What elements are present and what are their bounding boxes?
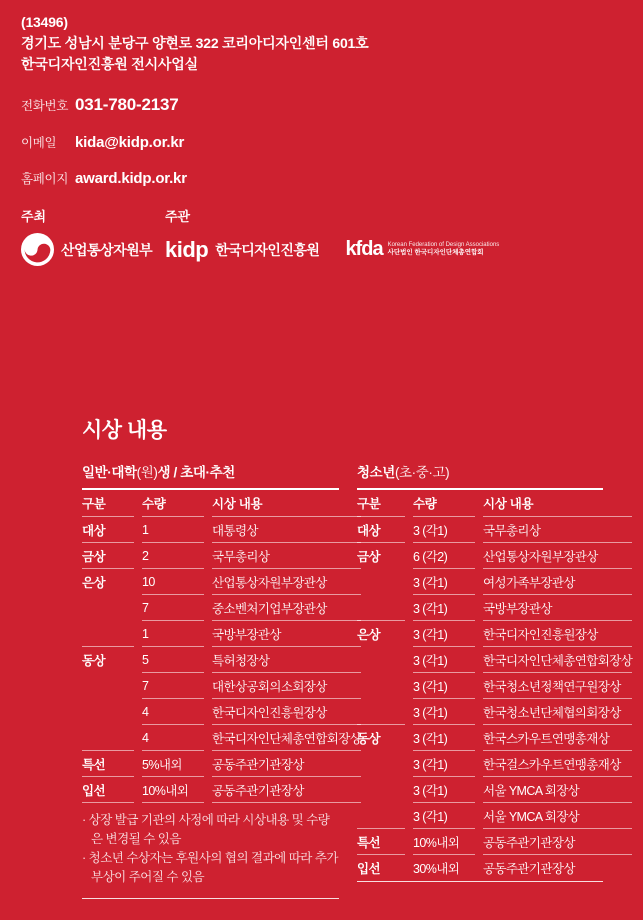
grade-cell: 대상 <box>357 517 405 543</box>
award-cell: 한국청소년단체협의회장상 <box>483 699 632 725</box>
phone-value: 031-780-2137 <box>75 95 179 114</box>
table-title-part: 청소년 <box>357 465 395 480</box>
phone-row <box>21 95 368 115</box>
postal-code: (13496) <box>21 14 68 30</box>
award-cell: 산업통상자원부장관상 <box>483 543 632 569</box>
table-title-youth <box>357 461 603 481</box>
qty-cell: 1 <box>142 621 204 647</box>
qty-cell: 3 (각1) <box>413 569 475 595</box>
phone-label: 전화번호 <box>21 99 69 113</box>
qty-cell: 3 (각1) <box>413 517 475 543</box>
grade-cell <box>82 673 134 699</box>
email-label: 이메일 <box>21 136 57 150</box>
award-cell: 특허청장상 <box>212 647 361 673</box>
qty-cell: 7 <box>142 595 204 621</box>
grade-cell <box>357 647 405 673</box>
awards-section-title: 시상 내용 <box>82 419 167 442</box>
column-header: 시상 내용 <box>212 490 361 517</box>
column-header: 수량 <box>142 490 204 517</box>
host-label: 주최 <box>21 209 47 224</box>
website-row <box>21 169 368 187</box>
qty-cell: 3 (각1) <box>413 595 475 621</box>
award-cell: 국방부장관상 <box>483 595 632 621</box>
website-value: award.kidp.or.kr <box>75 170 187 187</box>
table-body <box>82 488 362 899</box>
grade-cell <box>357 595 405 621</box>
kfda-logo: kfda <box>345 238 383 260</box>
column-header: 시상 내용 <box>483 490 632 517</box>
table-footnotes <box>82 803 339 898</box>
grade-cell <box>82 699 134 725</box>
awards-grid <box>357 490 633 881</box>
award-cell: 공동주관기관장상 <box>483 829 632 855</box>
grade-cell <box>82 725 134 751</box>
award-cell: 산업통상자원부장관상 <box>212 569 361 595</box>
qty-cell: 3 (각1) <box>413 699 475 725</box>
grade-cell: 은상 <box>357 628 380 642</box>
footnote: · 상장 발급 기관의 사정에 따라 시상내용 및 수량은 변경될 수 있음 <box>82 813 330 846</box>
host-organization <box>21 206 165 266</box>
awards-grid <box>82 490 362 803</box>
awards-table-general <box>82 461 362 899</box>
co-organizer-organization <box>165 206 499 266</box>
qty-cell: 6 (각2) <box>413 543 475 569</box>
co-organizer-logo-row <box>165 233 499 266</box>
grade-cell: 입선 <box>357 862 380 876</box>
award-cell: 한국디자인단체총연합회장상 <box>483 647 632 673</box>
qty-cell: 10%내외 <box>413 829 475 855</box>
contact-block <box>21 12 368 187</box>
award-cell: 한국디자인단체총연합회장상 <box>212 725 361 751</box>
column-header: 구분 <box>82 490 134 517</box>
host-org-name: 산업통상자원부 <box>61 241 153 258</box>
table-title-part: 생 / 초대·추천 <box>157 465 235 480</box>
qty-cell: 7 <box>142 673 204 699</box>
award-cell: 서울 YMCA 회장상 <box>483 803 632 829</box>
organizers-block <box>21 206 499 266</box>
award-cell: 국무총리상 <box>212 543 361 569</box>
grade-cell <box>82 621 134 647</box>
grade-cell <box>357 751 405 777</box>
taegeuk-emblem-icon <box>21 233 54 266</box>
qty-cell: 5 <box>142 647 204 673</box>
award-cell: 대한상공회의소회장상 <box>212 673 361 699</box>
award-cell: 여성가족부장관상 <box>483 569 632 595</box>
table-body <box>357 488 633 882</box>
award-cell: 공동주관기관장상 <box>483 862 575 876</box>
qty-cell: 3 (각1) <box>413 647 475 673</box>
qty-cell: 3 (각1) <box>413 777 475 803</box>
host-logo-row <box>21 233 165 266</box>
grade-cell: 은상 <box>82 576 105 590</box>
award-cell: 한국걸스카우트연맹총재상 <box>483 751 632 777</box>
column-header: 수량 <box>413 490 475 517</box>
qty-cell: 2 <box>142 543 204 569</box>
grade-cell <box>357 569 405 595</box>
grade-cell: 입선 <box>82 777 134 803</box>
table-title-part: (초·중·고) <box>394 465 450 480</box>
address-line-2: 한국디자인진흥원 전시사업실 <box>21 56 198 72</box>
qty-cell: 3 (각1) <box>413 673 475 699</box>
address-line-1: 경기도 성남시 분당구 양현로 322 코리아디자인센터 601호 <box>21 35 369 51</box>
grade-cell <box>357 777 405 803</box>
award-cell: 중소벤처기업부장관상 <box>212 595 361 621</box>
qty-cell: 4 <box>142 725 204 751</box>
grade-cell: 대상 <box>82 517 134 543</box>
co-organizer-label: 주관 <box>165 209 191 224</box>
website-label: 홈페이지 <box>21 172 69 186</box>
grade-cell: 금상 <box>82 543 134 569</box>
kfda-logo-group <box>345 238 499 261</box>
kfda-subtitle-en: Korean Federation of Design Associations <box>387 242 500 248</box>
awards-tables <box>82 461 633 899</box>
table-title-part: 일반·대학 <box>82 465 137 480</box>
email-row <box>21 133 368 151</box>
grade-cell: 동상 <box>82 654 105 668</box>
awards-section <box>82 414 633 899</box>
award-cell: 한국스카우트연맹총재상 <box>483 725 632 751</box>
email-value: kida@kidp.or.kr <box>75 134 185 151</box>
award-cell: 한국디자인진흥원장상 <box>483 621 632 647</box>
grade-cell <box>357 673 405 699</box>
qty-cell: 3 (각1) <box>413 803 475 829</box>
award-cell: 한국디자인진흥원장상 <box>212 699 361 725</box>
award-cell: 한국청소년정책연구원장상 <box>483 673 632 699</box>
award-cell: 국방부장관상 <box>212 621 361 647</box>
kidp-org-name: 한국디자인진흥원 <box>215 241 320 258</box>
qty-cell: 3 (각1) <box>413 621 475 647</box>
column-header: 구분 <box>357 490 405 517</box>
grade-cell <box>357 803 405 829</box>
table-title-part: (원) <box>136 465 158 480</box>
qty-cell: 4 <box>142 699 204 725</box>
table-title-general <box>82 461 339 481</box>
qty-cell: 1 <box>142 517 204 543</box>
qty-cell: 10 <box>142 569 204 595</box>
award-cell: 국무총리상 <box>483 517 632 543</box>
award-cell: 대통령상 <box>212 517 361 543</box>
awards-table-youth <box>357 461 633 899</box>
qty-cell: 5%내외 <box>142 751 204 777</box>
qty-cell: 10%내외 <box>142 777 204 803</box>
grade-cell: 특선 <box>357 829 405 855</box>
grade-cell: 금상 <box>357 550 380 564</box>
kidp-logo: kidp <box>165 237 209 262</box>
grade-cell <box>82 595 134 621</box>
award-cell: 공동주관기관장상 <box>212 751 361 777</box>
grade-cell <box>357 699 405 725</box>
kfda-subtitles <box>388 242 500 257</box>
award-cell: 서울 YMCA 회장상 <box>483 777 632 803</box>
qty-cell: 30%내외 <box>413 862 460 876</box>
qty-cell: 3 (각1) <box>413 751 475 777</box>
grade-cell: 특선 <box>82 751 134 777</box>
footnote: · 청소년 수상자는 후원사의 협의 결과에 따라 추가 부상이 주어질 수 있음 <box>82 851 338 884</box>
qty-cell: 3 (각1) <box>413 725 475 751</box>
award-cell: 공동주관기관장상 <box>212 777 361 803</box>
grade-cell: 동상 <box>357 732 380 746</box>
kfda-subtitle-ko: 사단법인 한국디자인단체총연합회 <box>387 249 484 256</box>
